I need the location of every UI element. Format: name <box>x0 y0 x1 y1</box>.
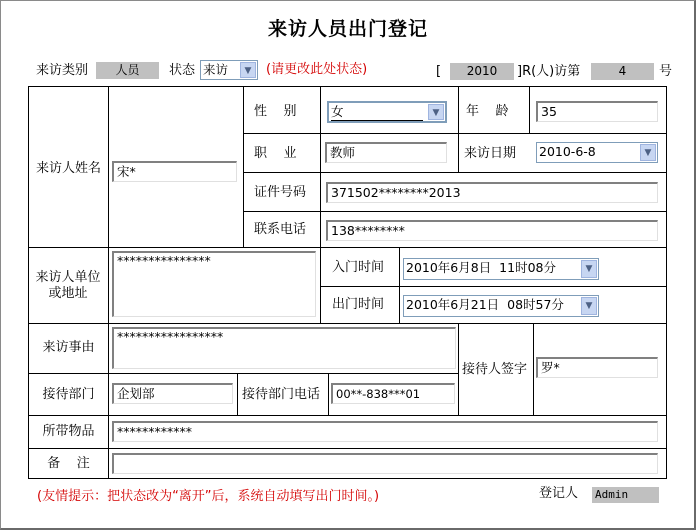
host-sign-input[interactable]: 罗* <box>536 357 658 378</box>
bracket-open: [ <box>436 64 442 79</box>
visit-date-label: 来访日期 <box>464 146 517 161</box>
dept-phone-label: 接待部门电话 <box>242 387 321 402</box>
grid-line <box>243 172 667 173</box>
grid-line <box>320 247 321 324</box>
registrar-field[interactable]: Admin <box>592 487 659 503</box>
grid-line <box>328 373 329 416</box>
grid-line <box>28 448 667 449</box>
out-time-value: 2010年6月21日 08时57分 <box>406 297 564 312</box>
grid-line <box>458 86 459 172</box>
grid-line <box>28 247 667 248</box>
in-time-label: 入门时间 <box>332 260 385 275</box>
grid-line <box>458 323 459 416</box>
visit-number-field[interactable]: 4 <box>591 63 654 80</box>
in-time-select[interactable] <box>403 258 599 280</box>
name-label: 来访人姓名 <box>35 161 101 176</box>
chevron-down-icon[interactable]: ▼ <box>240 62 256 78</box>
chevron-down-icon[interactable]: ▼ <box>581 260 597 278</box>
grid-line <box>28 323 667 324</box>
unit-textarea[interactable]: *************** <box>112 251 316 317</box>
registrar-label: 登记人 <box>539 486 579 501</box>
visit-date-value: 2010-6-8 <box>539 144 596 159</box>
age-input[interactable]: 35 <box>536 101 658 122</box>
grid-line <box>108 86 109 479</box>
grid-line <box>28 415 667 416</box>
job-label: 职 业 <box>254 146 297 161</box>
gender-select[interactable] <box>327 101 447 123</box>
page-title: 来访人员出门登记 <box>267 18 428 40</box>
reason-label: 来访事由 <box>42 340 95 355</box>
status-select[interactable] <box>200 60 258 80</box>
status-select-value: 来访 <box>203 62 229 77</box>
unit-label: 来访人单位或地址 <box>35 270 101 301</box>
grid-line <box>237 373 238 416</box>
gender-select-value: 女 <box>331 104 423 121</box>
grid-line <box>320 286 667 287</box>
gender-label: 性 别 <box>254 104 297 119</box>
visit-date-select[interactable] <box>536 142 658 163</box>
items-label: 所带物品 <box>42 424 95 439</box>
phone-input[interactable]: 138******** <box>326 220 658 241</box>
remarks-label: 备 注 <box>47 456 90 471</box>
grid-line <box>28 478 667 479</box>
grid-line <box>399 247 400 324</box>
grid-line <box>529 86 530 134</box>
reason-textarea[interactable]: ***************** <box>112 327 456 369</box>
items-input[interactable]: ************ <box>112 421 658 442</box>
remarks-input[interactable] <box>112 453 658 474</box>
age-label: 年 龄 <box>466 104 509 119</box>
visit-type-label: 来访类别 <box>36 63 89 78</box>
host-sign-label: 接待人签字 <box>462 362 528 377</box>
visit-type-field[interactable]: 人员 <box>96 62 159 79</box>
grid-line <box>243 133 667 134</box>
grid-line <box>28 86 29 479</box>
dept-input[interactable]: 企划部 <box>112 383 233 404</box>
id-input[interactable]: 371502********2013 <box>326 182 658 203</box>
chevron-down-icon[interactable]: ▼ <box>428 104 444 120</box>
grid-line <box>243 86 244 248</box>
dept-phone-input[interactable]: 00**-838***01 <box>331 383 455 404</box>
grid-line <box>28 86 667 87</box>
in-time-value: 2010年6月8日 11时08分 <box>406 260 556 275</box>
grid-line <box>320 86 321 248</box>
id-label: 证件号码 <box>254 185 307 200</box>
grid-line <box>28 373 458 374</box>
grid-line <box>243 211 667 212</box>
dept-label: 接待部门 <box>42 387 95 402</box>
status-label: 状态 <box>169 63 196 78</box>
chevron-down-icon[interactable]: ▼ <box>581 297 597 315</box>
year-field[interactable]: 2010 <box>450 63 514 80</box>
hao-label: 号 <box>659 64 673 79</box>
out-time-select[interactable] <box>403 295 599 317</box>
grid-line <box>533 323 534 416</box>
visit-number-prefix: ]R(人)访第 <box>517 64 581 79</box>
grid-line <box>666 86 667 479</box>
chevron-down-icon[interactable]: ▼ <box>640 144 656 161</box>
job-input[interactable]: 教师 <box>325 142 447 163</box>
phone-label: 联系电话 <box>254 222 307 237</box>
out-time-label: 出门时间 <box>332 297 385 312</box>
status-hint: (请更改此处状态) <box>266 62 368 77</box>
tip-text: (友情提示：把状态改为“离开”后，系统自动填写出门时间。) <box>37 489 380 504</box>
name-input[interactable]: 宋* <box>112 161 237 182</box>
